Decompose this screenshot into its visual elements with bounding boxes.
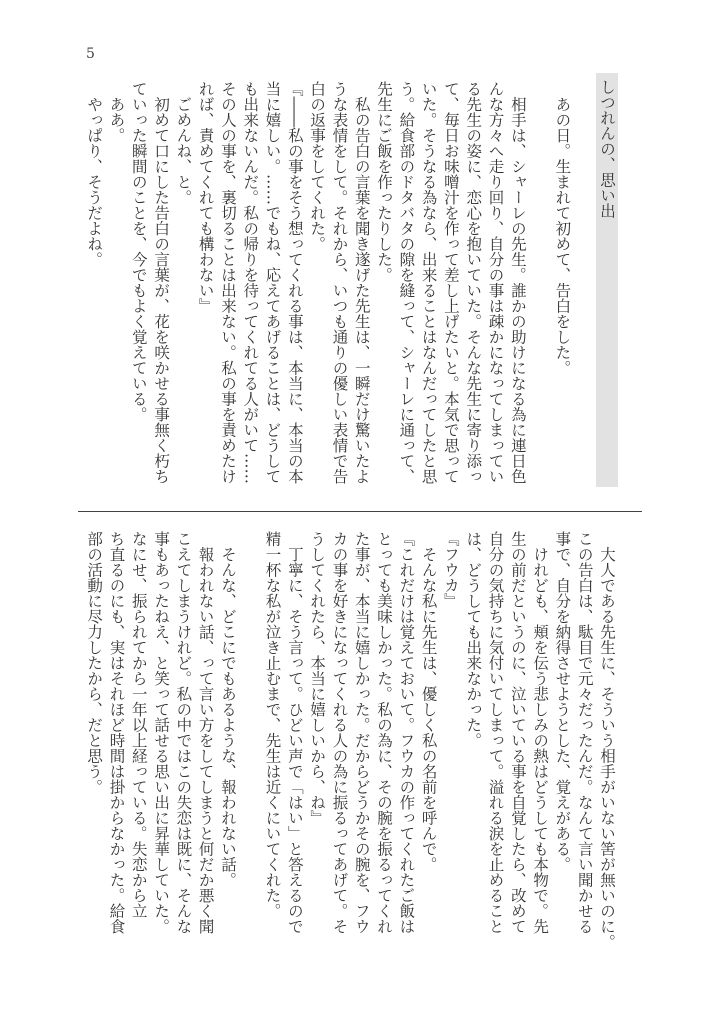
- text-line: て、毎日お味噌汁を作って差し上げたいと。本気で思って: [441, 81, 460, 484]
- blank-line: [573, 81, 595, 486]
- text-line: ああ。: [107, 81, 126, 143]
- text-line: 『――私の事をそう想ってくれる事は、本当に、本当の本: [285, 81, 304, 484]
- text-line: やっぱり、そうだよね。: [85, 81, 104, 267]
- text-line: あの日。生まれて初めて、告白をした。: [553, 81, 572, 376]
- text-line: そんな私に先生は、優しく私の名前を呼んで。: [419, 531, 438, 872]
- section-divider: [78, 511, 642, 512]
- text-line: 報われない話、って言い方をしてしまうと何だか悪く聞: [196, 531, 215, 934]
- text-line: 私の告白の言葉を聞き遂げた先生は、一瞬だけ驚いたよ: [352, 81, 371, 484]
- text-line: とっても美味しかった。私の為に、その腕を振るってくれ: [375, 531, 394, 934]
- text-line: 当に嬉しい。……でもね、応えてあげることは、どうして: [263, 81, 282, 484]
- text-line: も出来ないんだ。私の帰りを待ってくれてる人がいて……: [241, 81, 260, 484]
- blank-line: [239, 531, 261, 936]
- blank-line: [529, 81, 551, 486]
- text-line: 白の返事をしてくれた。: [308, 81, 327, 252]
- top-text-block: [83, 81, 618, 486]
- text-line: 事で、自分を納得させようとした、覚えがある。: [553, 531, 572, 872]
- text-line: 『フウカ』: [441, 531, 460, 609]
- section-title: しつれんの、思い出: [596, 73, 618, 487]
- text-line: 部の活動に尽力したから、だと思う。: [85, 531, 104, 795]
- text-line: 事もあったねえ、と笑って話せる思い出に昇華していた。: [152, 531, 171, 934]
- text-line: うな表情をして。それから、いつも通りの優しい表情で告: [330, 81, 349, 484]
- text-line: ごめんね、と。: [174, 81, 193, 205]
- text-line: れば、責めてくれても構わない』: [196, 81, 215, 314]
- text-line: いた。そうなる為なら、出来ることはなんだってしたと思: [419, 81, 438, 484]
- page-number: 5: [86, 46, 95, 62]
- text-line: 初めて口にした告白の言葉が、花を咲かせる事無く朽ち: [152, 81, 171, 484]
- text-line: 精一杯な私が泣き止むまで、先生は近くにいてくれた。: [263, 531, 282, 919]
- text-line: うしてくれたら、本当に嬉しいから、ね』: [308, 531, 327, 826]
- text-line: 自分の気持ちに気付いてしまって。溢れる涙を止めること: [486, 531, 505, 934]
- text-line: 丁寧に、そう言って。ひどい声で「はい」と答えるので: [285, 531, 304, 934]
- text-line: その人の事を、裏切ることは出来ない。私の事を責めたけ: [218, 81, 237, 484]
- text-line: る先生の姿に、恋心を抱いていた。そんな先生に寄り添っ: [464, 81, 483, 484]
- text-line: 大人である先生に、そういう相手がいない筈が無いのに。: [598, 531, 616, 950]
- text-line: た事が、本当に嬉しかった。だからどうかその腕を、フウ: [352, 531, 371, 934]
- text-line: けれども、頬を伝う悲しみの熱はどうしても本物で。先: [531, 531, 550, 934]
- text-line: ていった瞬間のことを、今でもよく覚えている。: [129, 81, 148, 422]
- text-line: カの事を好きになってくれる人の為に振るってあげて。そ: [330, 531, 349, 934]
- text-line: そんな、どこにでもあるような、報われない話。: [218, 531, 237, 888]
- text-line: 先生にご飯を作ったりした。: [375, 81, 394, 283]
- text-line: 相手は、シャーレの先生。誰かの助けになる為に連日色: [508, 81, 527, 484]
- bottom-text-block: [83, 531, 618, 950]
- text-line: は、どうしても出来なかった。: [464, 531, 483, 748]
- text-line: 『これだけは覚えておいて。フウカの作ってくれたご飯は: [397, 531, 416, 934]
- text-line: んな方々へ走り回り、自分の事は疎かになってしまってい: [486, 81, 505, 484]
- text-line: こえてしまうけれど。私の中ではこの失恋は既に、そんな: [174, 531, 193, 934]
- text-line: なにせ、振られてから一年以上経っている。失恋から立: [129, 531, 148, 919]
- text-line: 生の前だというのに、泣いている事を自覚したら、改めて: [508, 531, 527, 934]
- text-line: この告白は、駄目で元々だったんだ。なんて言い聞かせる: [575, 531, 594, 934]
- text-line: ち直るのにも、実はそれほど時間は掛からなかった。給食: [107, 531, 126, 934]
- text-line: う。給食部のドタバタの隙を縫って、シャーレに通って、: [397, 81, 416, 484]
